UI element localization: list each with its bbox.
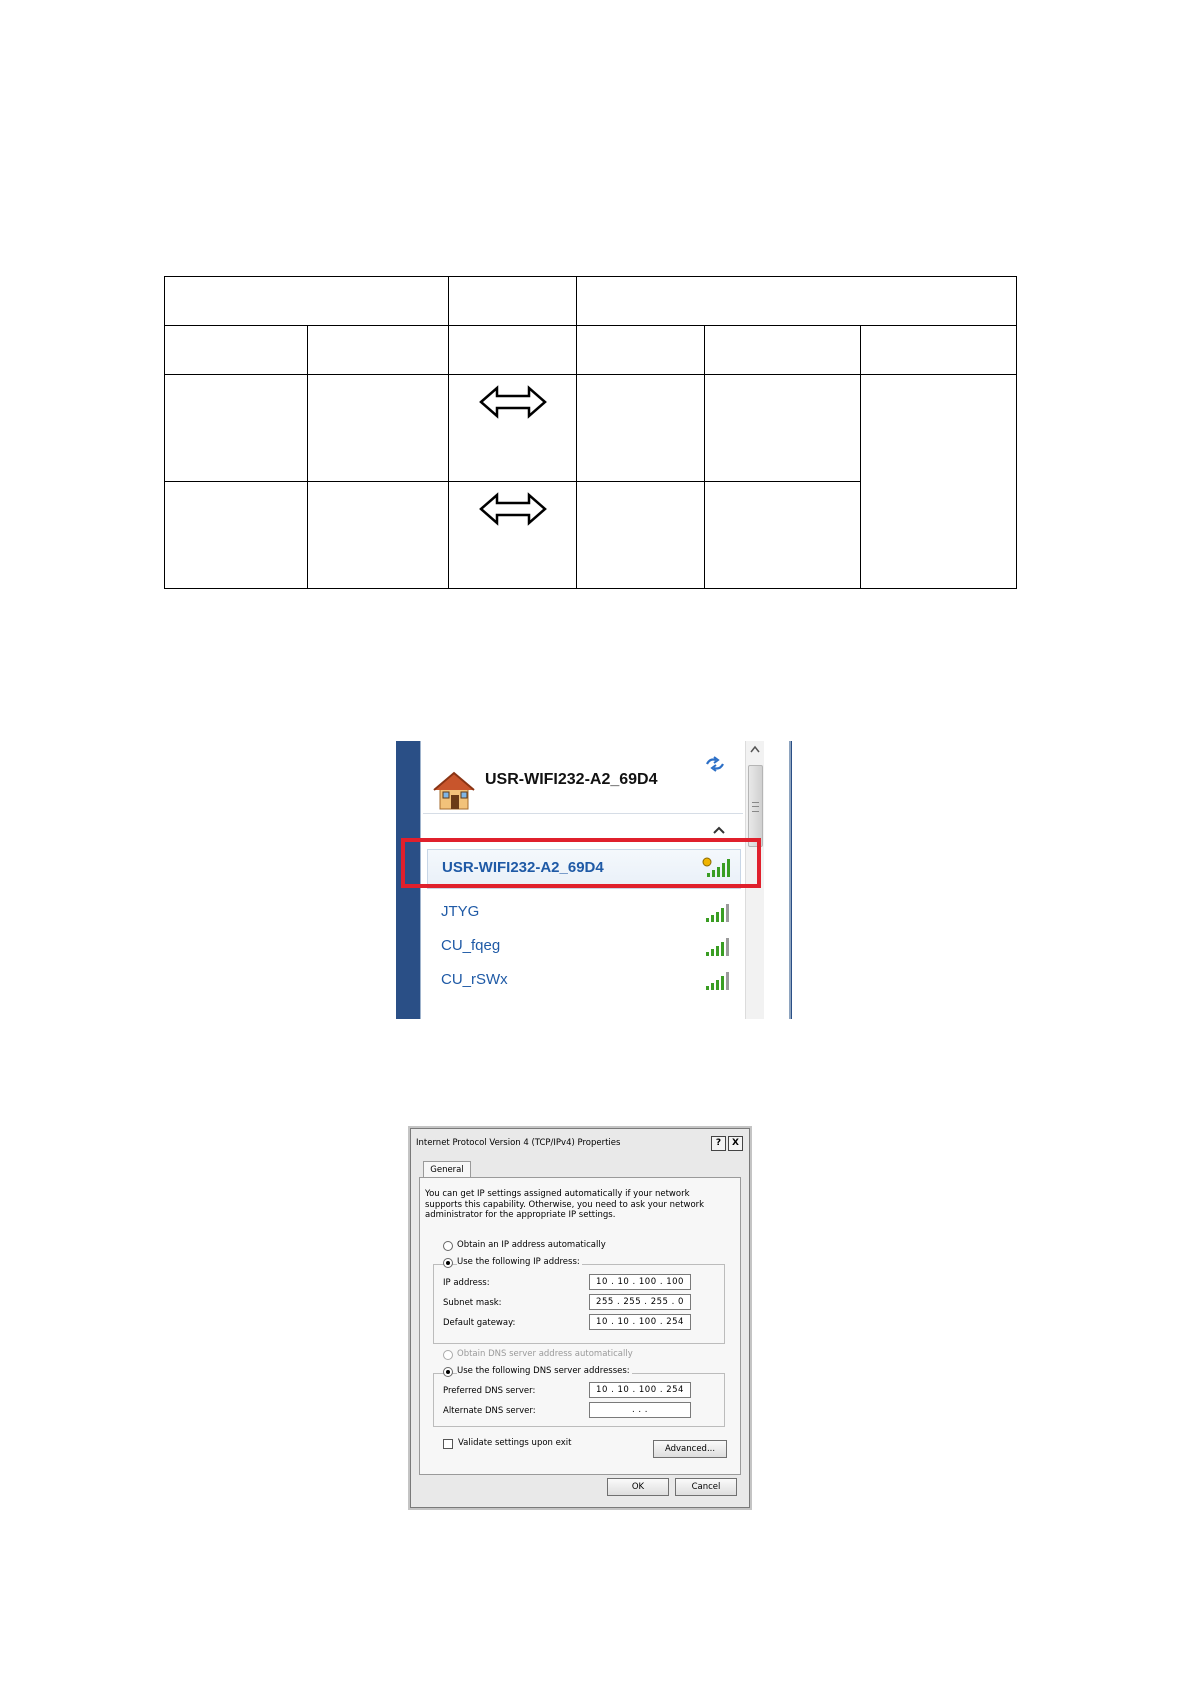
arrow-cell bbox=[449, 482, 577, 589]
table-cell bbox=[308, 482, 449, 589]
table-cell bbox=[705, 326, 861, 375]
network-name: CU_fqeg bbox=[441, 937, 501, 954]
signal-strength-icon bbox=[701, 935, 731, 957]
table-cell bbox=[165, 482, 308, 589]
scroll-up-arrow-icon[interactable] bbox=[749, 741, 761, 757]
connection-table bbox=[164, 276, 1017, 589]
wifi-network-panel bbox=[396, 741, 792, 1019]
table-cell bbox=[577, 482, 705, 589]
double-arrow-icon bbox=[479, 385, 547, 419]
advanced-button[interactable]: Advanced... bbox=[653, 1440, 727, 1458]
refresh-icon[interactable] bbox=[704, 755, 726, 773]
table-cell bbox=[861, 326, 1017, 375]
network-name: USR-WIFI232-A2_69D4 bbox=[442, 859, 604, 876]
double-arrow-icon bbox=[479, 492, 547, 526]
preferred-dns-field[interactable]: 10 . 10 . 100 . 254 bbox=[589, 1382, 691, 1398]
obtain-dns-auto-radio[interactable] bbox=[443, 1350, 453, 1360]
table-cell bbox=[577, 326, 705, 375]
table-cell bbox=[577, 375, 705, 482]
connected-network-name: USR-WIFI232-A2_69D4 bbox=[485, 771, 658, 788]
home-network-icon bbox=[431, 769, 477, 811]
close-button[interactable]: X bbox=[728, 1136, 743, 1151]
default-gateway-label: Default gateway: bbox=[443, 1318, 516, 1328]
signal-strength-icon bbox=[701, 969, 731, 991]
obtain-ip-auto-label: Obtain an IP address automatically bbox=[457, 1240, 606, 1250]
divider bbox=[423, 813, 743, 814]
alternate-dns-field[interactable]: . . . bbox=[589, 1402, 691, 1418]
intro-text: You can get IP settings assigned automatically if your network supports this capability. Otherwise, you need to ask your network administrator for the appropriate IP settings. bbox=[425, 1189, 705, 1220]
table-cell bbox=[308, 326, 449, 375]
selection-highlight-box bbox=[401, 838, 761, 888]
table-cell bbox=[577, 277, 1017, 326]
grip-icon bbox=[752, 802, 759, 812]
use-following-dns-radio[interactable] bbox=[443, 1367, 453, 1377]
signal-strength-icon bbox=[701, 901, 731, 923]
subnet-mask-label: Subnet mask: bbox=[443, 1298, 502, 1308]
table-cell bbox=[308, 375, 449, 482]
ok-button[interactable]: OK bbox=[607, 1478, 669, 1496]
subnet-mask-field[interactable]: 255 . 255 . 255 . 0 bbox=[589, 1294, 691, 1310]
ipv4-properties-dialog bbox=[410, 1128, 750, 1508]
table-cell bbox=[165, 277, 449, 326]
network-item[interactable] bbox=[427, 897, 739, 927]
tab-general[interactable]: General bbox=[423, 1161, 471, 1178]
alternate-dns-label: Alternate DNS server: bbox=[443, 1406, 536, 1416]
table-row bbox=[165, 375, 1017, 482]
help-button[interactable]: ? bbox=[711, 1136, 726, 1151]
table-cell bbox=[705, 375, 861, 482]
table-cell bbox=[705, 482, 861, 589]
table-cell bbox=[165, 375, 308, 482]
table-cell bbox=[449, 277, 577, 326]
table-cell bbox=[449, 326, 577, 375]
table-subheader-row bbox=[165, 326, 1017, 375]
table-cell bbox=[861, 375, 1017, 589]
use-following-ip-radio[interactable] bbox=[443, 1258, 453, 1268]
arrow-cell bbox=[449, 375, 577, 482]
obtain-ip-auto-radio[interactable] bbox=[443, 1241, 453, 1251]
validate-settings-checkbox[interactable] bbox=[443, 1439, 453, 1449]
preferred-dns-label: Preferred DNS server: bbox=[443, 1386, 536, 1396]
default-gateway-field[interactable]: 10 . 10 . 100 . 254 bbox=[589, 1314, 691, 1330]
network-name: JTYG bbox=[441, 903, 480, 920]
ip-address-field[interactable]: 10 . 10 . 100 . 100 bbox=[589, 1274, 691, 1290]
scrollbar-thumb[interactable] bbox=[748, 765, 763, 847]
table-cell bbox=[165, 326, 308, 375]
ip-address-label: IP address: bbox=[443, 1278, 490, 1288]
use-following-ip-label: Use the following IP address: bbox=[457, 1257, 580, 1267]
table-header-row bbox=[165, 277, 1017, 326]
network-name: CU_rSWx bbox=[441, 971, 508, 988]
cancel-button[interactable]: Cancel bbox=[675, 1478, 737, 1496]
chevron-up-icon[interactable] bbox=[712, 825, 726, 835]
use-following-dns-label: Use the following DNS server addresses: bbox=[457, 1366, 630, 1376]
obtain-dns-auto-label: Obtain DNS server address automatically bbox=[457, 1349, 633, 1359]
network-item[interactable] bbox=[427, 931, 739, 961]
network-item[interactable] bbox=[427, 965, 739, 995]
validate-settings-label: Validate settings upon exit bbox=[458, 1438, 572, 1448]
dialog-title: Internet Protocol Version 4 (TCP/IPv4) Properties bbox=[416, 1138, 621, 1148]
